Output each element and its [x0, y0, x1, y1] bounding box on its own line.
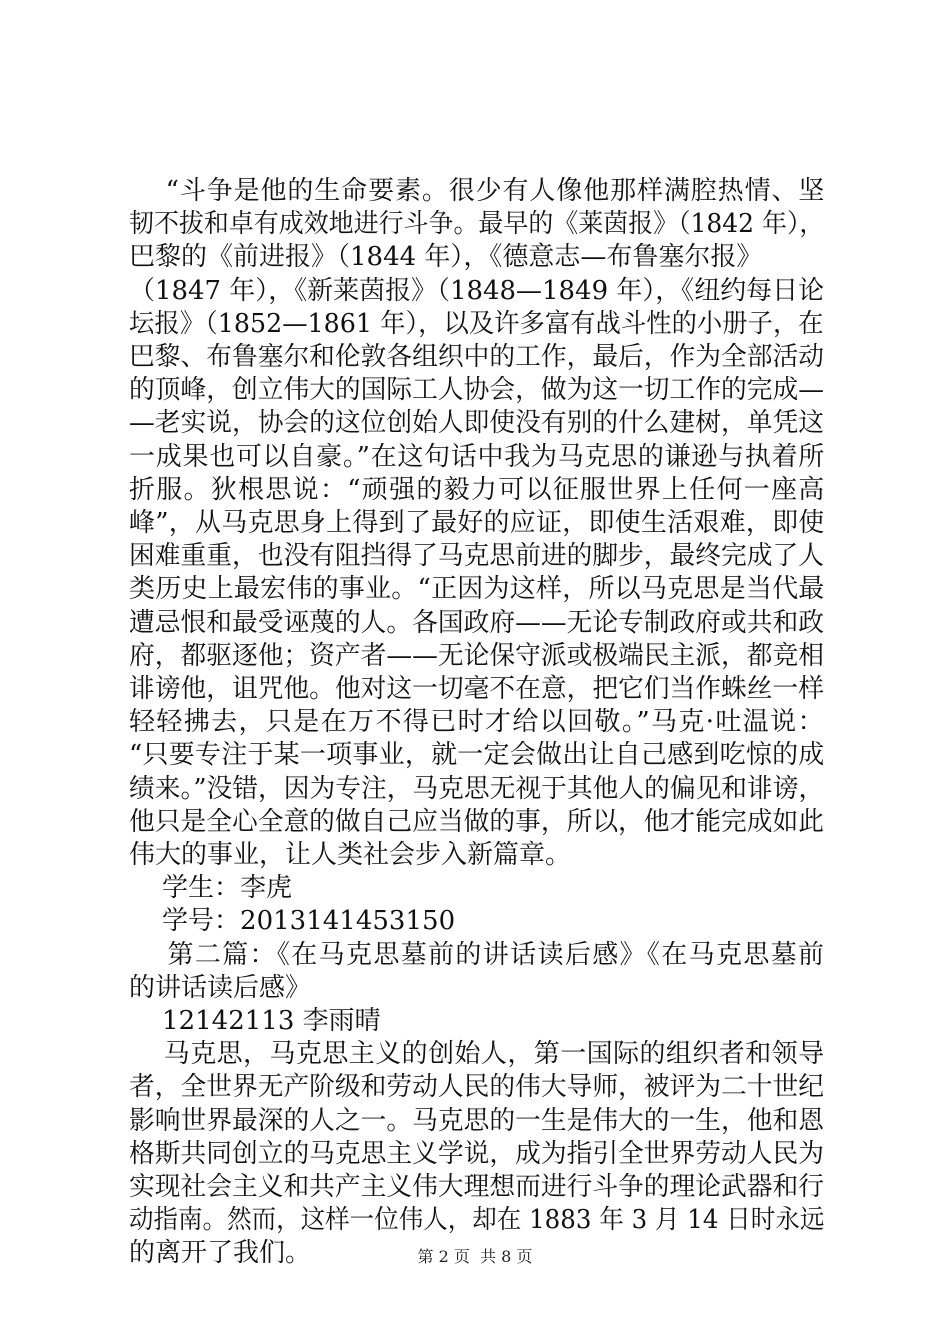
text-line: 巴黎的《前进报》（1844 年），《德意志—布鲁塞尔报》 — [129, 242, 763, 273]
text-line: 动指南。然而，这样一位伟人，却在 1883 年 3 月 14 日时永远 — [129, 1205, 825, 1236]
text-line: 困难重重，也没有阻挡得了马克思前进的脚步，最终完成了人 — [129, 541, 824, 572]
text-line: “斗争是他的生命要素。很少有人像他那样满腔热情、坚 — [129, 176, 826, 206]
text-line: 伟大的事业，让人类社会步入新篇章。 — [129, 840, 572, 870]
text-line: 第二篇：《在马克思墓前的讲话读后感》《在马克思墓前 — [129, 939, 826, 970]
text-line: 12142113 李雨晴 — [129, 1006, 381, 1036]
text-line: 轻轻拂去，只是在万不得已时才给以回敬。”马克·吐温说： — [129, 707, 825, 738]
text-line: 他只是全心全意的做自己应当做的事，所以，他才能完成如此 — [129, 806, 824, 837]
text-line: 格斯共同创立的马克思主义学说，成为指引全世界劳动人民为 — [129, 1138, 824, 1169]
text-line: 一成果也可以自豪。”在这句话中我为马克思的谦逊与执着所 — [129, 441, 826, 472]
text-line: 影响世界最深的人之一。马克思的一生是伟大的一生，他和恩 — [129, 1105, 824, 1136]
text-line: 学生：李虎 — [129, 873, 293, 904]
text-line: 的顶峰，创立伟大的国际工人协会，做为这一切工作的完成— — [129, 375, 824, 406]
text-line: 学号：2013141453150 — [129, 906, 456, 937]
page-footer: 第 2 页 共 8 页 — [417, 1247, 533, 1266]
text-line: （1847 年），《新莱茵报》（1848—1849 年），《纽约每日论 — [129, 275, 825, 306]
text-line: 府，都驱逐他；资产者——无论保守派或极端民主派，都竞相 — [129, 640, 824, 671]
text-line: 的讲话读后感》 — [129, 972, 312, 1003]
text-line: 绩来。”没错，因为专注，马克思无视于其他人的偏见和诽谤， — [129, 773, 825, 804]
text-line: 巴黎、布鲁塞尔和伦敦各组织中的工作，最后，作为全部活动 — [129, 342, 824, 372]
text-line: 实现社会主义和共产主义伟大理想而进行斗争的理论武器和行 — [129, 1172, 824, 1202]
text-line: 坛报》（1852—1861 年），以及许多富有战斗性的小册子，在 — [129, 308, 824, 339]
text-line: 的离开了我们。 — [129, 1238, 312, 1269]
text-line: —老实说，协会的这位创始人即使没有别的什么建树，单凭这 — [129, 408, 824, 439]
text-line: 诽谤他，诅咒他。他对这一切毫不在意，把它们当作蛛丝一样 — [129, 674, 824, 704]
text-line: 折服。狄根思说：“顽强的毅力可以征服世界上任何一座高 — [129, 474, 826, 505]
text-line: 峰”，从马克思身上得到了最好的应证，即使生活艰难，即使 — [129, 508, 825, 538]
text-line: 马克思，马克思主义的创始人，第一国际的组织者和领导 — [129, 1039, 825, 1070]
text-line: 类历史上最宏伟的事业。“正因为这样，所以马克思是当代最 — [129, 574, 825, 605]
text-line: “只要专注于某一项事业，就一定会做出让自己感到吃惊的成 — [129, 740, 825, 771]
text-line: 韧不拔和卓有成效地进行斗争。最早的《莱茵报》（1842 年）， — [129, 209, 825, 240]
text-line: 者，全世界无产阶级和劳动人民的伟大导师，被评为二十世纪 — [129, 1072, 824, 1103]
text-line: 遭忌恨和最受诬蔑的人。各国政府——无论专制政府或共和政 — [129, 607, 824, 638]
